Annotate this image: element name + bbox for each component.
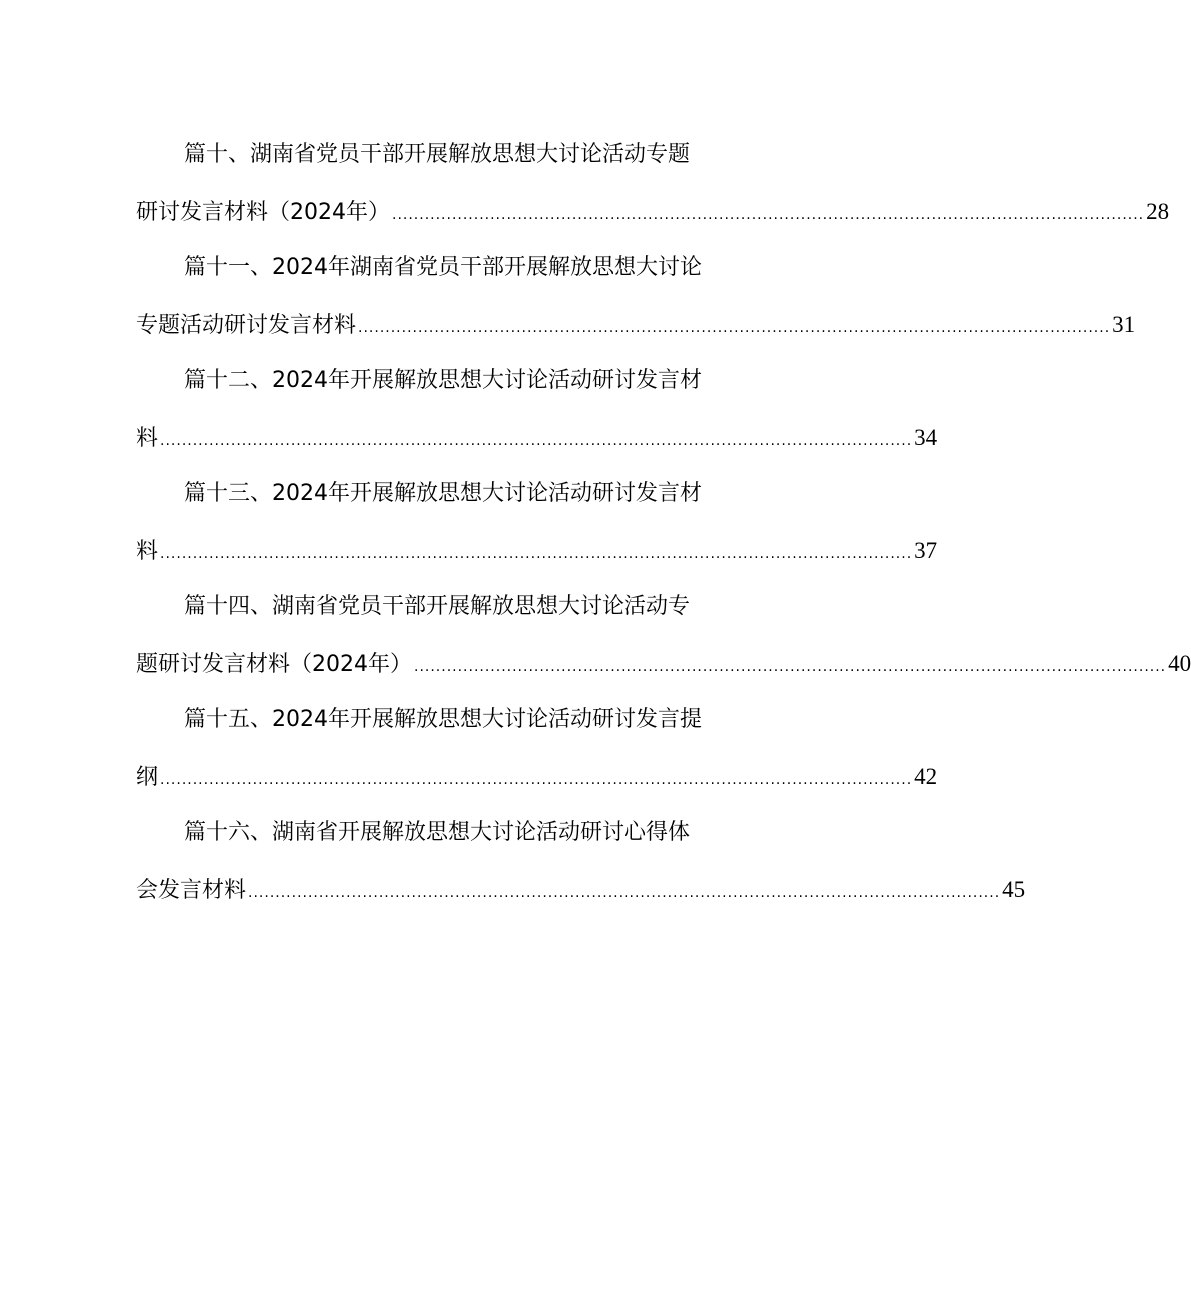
toc-page-number: 40 [1168,651,1191,676]
dot-leader: .......................................................................................................................................... [392,207,1145,223]
toc-page-number: 42 [914,764,938,789]
toc-entry-continuation [136,861,1026,918]
toc-entry-continuation [136,409,938,466]
toc-entry-title: 篇十三、2024年开展解放思想大讨论活动研讨发言材 [184,481,702,506]
toc-page-number: 28 [1146,199,1170,224]
toc-entry-title-end: 会发言材料 [136,878,247,903]
toc-entry-title: 篇十二、2024年开展解放思想大讨论活动研讨发言材 [184,368,702,393]
toc-entry[interactable] [136,692,938,805]
dot-leader: .......................................................................................................................................... [160,546,913,562]
toc-entry[interactable] [136,579,1191,692]
toc-entry[interactable] [136,240,1136,353]
toc-entry[interactable] [136,353,938,466]
toc-entry[interactable] [136,466,938,579]
toc-entry-title: 篇十一、2024年湖南省党员干部开展解放思想大讨论 [184,255,702,280]
toc-entry-continuation [136,522,938,579]
toc-entry-title: 篇十四、湖南省党员干部开展解放思想大讨论活动专 [184,594,691,619]
toc-entry-title: 篇十五、2024年开展解放思想大讨论活动研讨发言提 [184,707,702,732]
dot-leader: .......................................................................................................................................... [358,320,1111,336]
toc-entry-title-end: 料 [136,426,159,451]
toc-entry[interactable] [136,805,1026,918]
dot-leader: .......................................................................................................................................... [160,772,913,788]
toc-entry-continuation [136,296,1136,353]
dot-leader: .......................................................................................................................................... [160,433,913,449]
toc-entry-title-end: 专题活动研讨发言材料 [136,313,357,338]
table-of-contents [136,127,1191,918]
toc-entry-continuation [136,183,1170,240]
toc-entry-title: 篇十、湖南省党员干部开展解放思想大讨论活动专题 [184,142,691,167]
toc-page-number: 31 [1112,312,1136,337]
toc-page-number: 37 [914,538,938,563]
toc-entry-title: 篇十六、湖南省开展解放思想大讨论活动研讨心得体 [184,820,691,845]
toc-entry-title-end: 研讨发言材料（2024年） [136,200,390,225]
toc-entry-continuation [136,748,938,805]
dot-leader: .......................................................................................................................................... [414,659,1167,675]
toc-entry-continuation [136,635,1191,692]
dot-leader: .......................................................................................................................................... [248,885,1001,901]
toc-entry-title-end: 料 [136,539,159,564]
toc-entry-title-end: 题研讨发言材料（2024年） [136,652,412,677]
toc-entry[interactable] [136,127,1170,240]
toc-page-number: 34 [914,425,938,450]
toc-entry-title-end: 纲 [136,765,159,790]
toc-page-number: 45 [1002,877,1026,902]
